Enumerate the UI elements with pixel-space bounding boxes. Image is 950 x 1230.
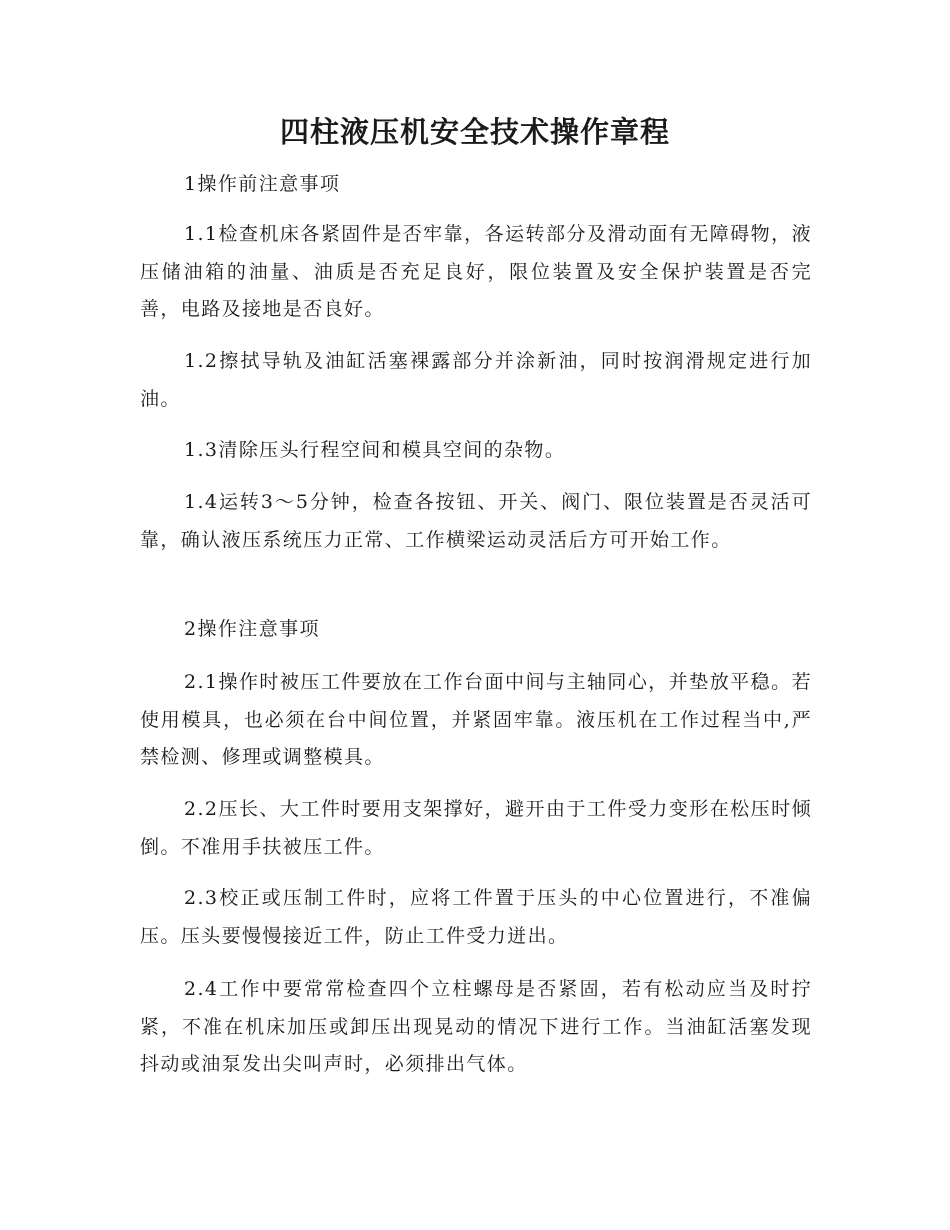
paragraph-1-2: 1.2擦拭导轨及油缸活塞裸露部分并涂新油，同时按润滑规定进行加油。 bbox=[140, 350, 812, 410]
paragraph-2-1: 2.1操作时被压工件要放在工作台面中间与主轴同心，并垫放平稳。若使用模具，也必须在台中间位置，并紧固牢靠。液压机在工作过程当中,严禁检测、修理或调整模具。 bbox=[140, 671, 812, 768]
paragraph-1-3: 1.3清除压头行程空间和模具空间的杂物。 bbox=[184, 439, 566, 461]
document-title: 四柱液压机安全技术操作章程 bbox=[279, 115, 670, 149]
paragraph-1-1: 1.1检查机床各紧固件是否牢靠，各运转部分及滑动面有无障碍物，液压储油箱的油量、油质是否充足良好，限位装置及安全保护装置是否完善，电路及接地是否良好。 bbox=[140, 223, 812, 320]
paragraph-2-2: 2.2压长、大工件时要用支架撑好，避开由于工件受力变形在松压时倾倒。不准用手扶被压工件。 bbox=[140, 798, 812, 858]
section-heading-1: 1操作前注意事项 bbox=[184, 173, 341, 195]
paragraph-1-4: 1.4运转3～5分钟，检查各按钮、开关、阀门、限位装置是否灵活可靠，确认液压系统压力正常、工作横梁运动灵活后方可开始工作。 bbox=[140, 491, 812, 551]
section-heading-2: 2操作注意事项 bbox=[184, 618, 320, 640]
paragraph-2-3: 2.3校正或压制工件时，应将工件置于压头的中心位置进行，不准偏压。压头要慢慢接近工件，防止工件受力迸出。 bbox=[140, 887, 812, 947]
paragraph-2-4: 2.4工作中要常常检查四个立柱螺母是否紧固，若有松动应当及时拧紧，不准在机床加压或卸压出现晃动的情况下进行工作。当油缸活塞发现抖动或油泵发出尖叫声时，必须排出气体。 bbox=[140, 978, 812, 1075]
